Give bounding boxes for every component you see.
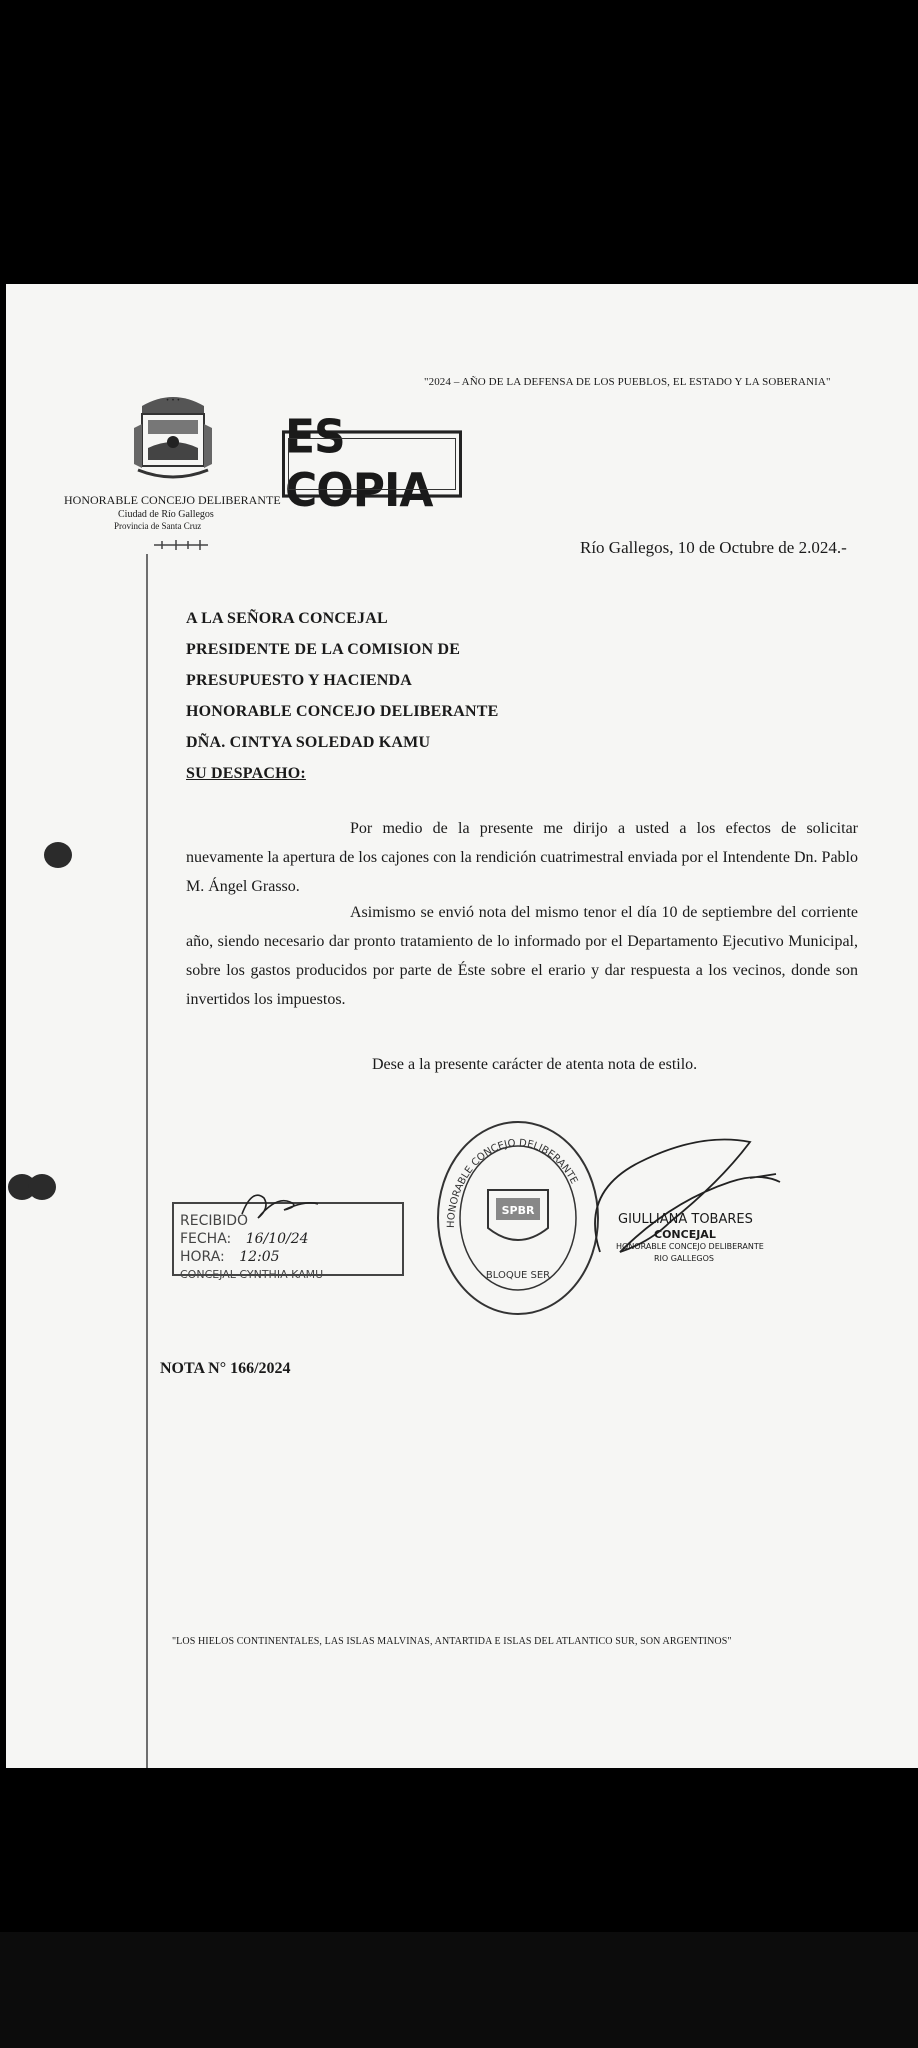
footer-motto: "LOS HIELOS CONTINENTALES, LAS ISLAS MALVINAS, ANTARTIDA E ISLAS DEL ATLANTICO SUR, SON ARGENTINOS"	[172, 1636, 732, 1647]
institution-province: Provincia de Santa Cruz	[114, 521, 202, 531]
seal-bottom-text: BLOQUE SER	[485, 1270, 551, 1281]
received-date-label: FECHA:	[180, 1231, 232, 1247]
received-label: RECIBIDO	[180, 1213, 249, 1229]
institution-name: HONORABLE CONCEJO DELIBERANTE	[64, 493, 281, 507]
addressee-line-2: PRESIDENTE DE LA COMISION DE	[186, 641, 461, 658]
signer-name: GIULLIANA TOBARES	[618, 1212, 753, 1227]
received-time-value: 12:05	[239, 1249, 280, 1265]
addressee-line-1: A LA SEÑORA CONCEJAL	[186, 610, 388, 627]
copy-stamp-text: ES COPIA	[285, 410, 433, 518]
crest-ornament-icon	[152, 538, 210, 552]
institution-city: Ciudad de Río Gallegos	[118, 509, 214, 520]
signer-institution: HONORABLE CONCEJO DELIBERANTE	[616, 1242, 764, 1251]
seal-center-text: SPBR	[501, 1204, 535, 1217]
addressee-line-4: HONORABLE CONCEJO DELIBERANTE	[186, 703, 499, 720]
addressee-line-3: PRESUPUESTO Y HACIENDA	[186, 672, 413, 689]
punch-hole-top	[44, 842, 72, 868]
institution-crest-icon	[128, 388, 218, 488]
received-date-value: 16/10/24	[245, 1231, 309, 1247]
left-margin-line	[146, 554, 148, 1768]
addressee-line-5: DÑA. CINTYA SOLEDAD KAMU	[186, 734, 431, 751]
signer-role: CONCEJAL	[654, 1228, 716, 1241]
nota-number: NOTA N° 166/2024	[160, 1360, 291, 1377]
body-paragraph-1: Por medio de la presente me dirijo a usted a los efectos de solicitar nuevamente la apertura de los cajones con la rendición cuatrimestral enviada por el Intendente Dn. Pablo M. Ángel Grasso.	[186, 820, 858, 895]
year-motto: "2024 – AÑO DE LA DEFENSA DE LOS PUEBLOS, EL ESTADO Y LA SOBERANIA"	[424, 376, 831, 388]
date-line: Río Gallegos, 10 de Octubre de 2.024.-	[580, 538, 847, 557]
received-footer: CONCEJAL CYNTHIA KAMU	[180, 1268, 324, 1281]
signer-city: RIO GALLEGOS	[654, 1254, 714, 1263]
copy-stamp-inner-border	[288, 438, 456, 490]
punch-hole-left-b	[28, 1174, 56, 1200]
received-time-label: HORA:	[180, 1249, 225, 1265]
addressee-line-6: SU DESPACHO:	[186, 765, 306, 782]
bloque-seal-icon	[434, 1118, 602, 1318]
svg-text:• • •: • • •	[165, 397, 181, 404]
closing-line: Dese a la presente carácter de atenta nota de estilo.	[372, 1056, 698, 1073]
seal-ring-text: HONORABLE CONCEJO DELIBERANTE	[445, 1137, 580, 1229]
received-signature-icon	[172, 1184, 372, 1264]
body-paragraph-2: Asimismo se envió nota del mismo tenor el día 10 de septiembre del corriente año, siendo necesario dar pronto tratamiento de lo informado por el Departamento Ejecutivo Municipal, sobre los gastos producidos por parte de Éste sobre el erario y dar respuesta a los vecinos, donde son invertidos los impuestos.	[186, 904, 858, 1008]
document-page	[6, 284, 918, 1768]
bottom-screen-band	[0, 1932, 918, 2048]
